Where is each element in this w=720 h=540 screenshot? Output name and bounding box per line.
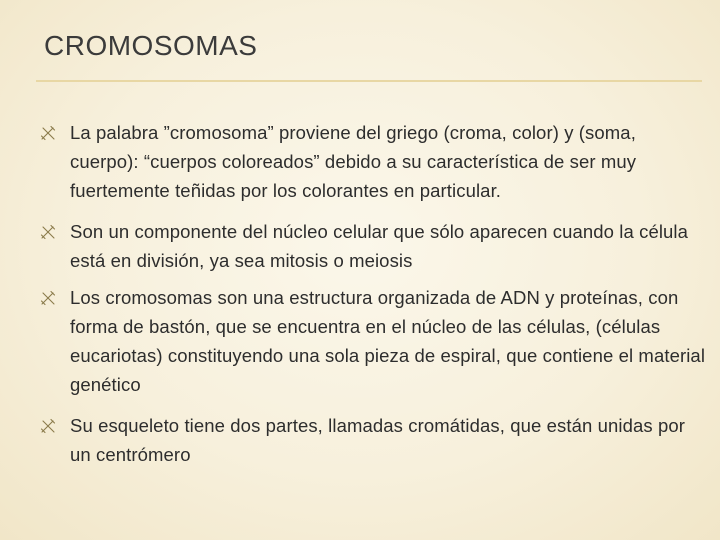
crossed-tools-icon <box>40 224 56 240</box>
crossed-tools-icon <box>40 418 56 434</box>
bullet-text: Los cromosomas son una estructura organizada de ADN y proteínas, con forma de bastón, que se encuentra en el núcleo de las células, (células eucariotas) constituyendo una sola pieza de espiral, que contiene el material genético <box>70 287 706 395</box>
bullet-list <box>40 118 706 481</box>
bullet-item <box>40 283 706 399</box>
bullet-text: Su esqueleto tiene dos partes, llamadas cromátidas, que están unidas por un centrómero <box>70 415 685 465</box>
bullet-text: La palabra ”cromosoma” proviene del griego (croma, color) y (soma, cuerpo): “cuerpos coloreados” debido a su característica de ser muy fuertemente teñidas por los colorantes en particular. <box>70 122 637 201</box>
title-divider <box>36 80 702 82</box>
bullet-item <box>40 411 706 469</box>
bullet-text: Son un componente del núcleo celular que sólo aparecen cuando la célula está en división, ya sea mitosis o meiosis <box>70 221 689 271</box>
bullet-item <box>40 118 706 205</box>
crossed-tools-icon <box>40 290 56 306</box>
crossed-tools-icon <box>40 125 56 141</box>
bullet-item <box>40 217 706 275</box>
slide-title: CROMOSOMAS <box>44 30 258 61</box>
